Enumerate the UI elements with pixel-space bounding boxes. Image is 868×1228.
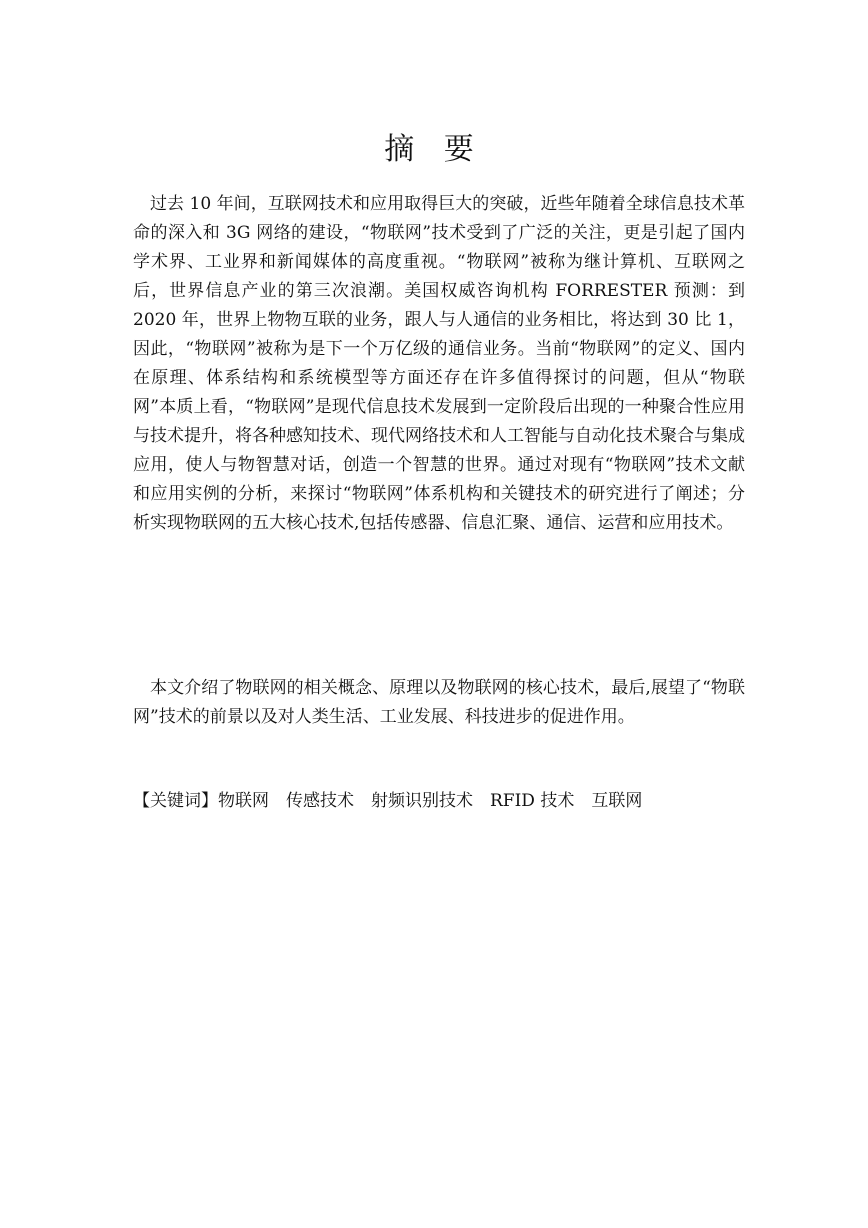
abstract-paragraph-1: 过去 10 年间，互联网技术和应用取得巨大的突破，近些年随着全球信息技术革命的深入和 3G 网络的建设，“物联网”技术受到了广泛的关注，更是引起了国内学术界、工业界和新闻媒体的高度重视。“物联网”被称为继计算机、互联网之后，世界信息产业的第三次浪潮。美国权威咨询机构 FORRESTER 预测：到 2020 年，世界上物物互联的业务，跟人与人通信的业务相比，将达到 30 比 1，因此，“物联网”被称为是下一个万亿级的通信业务。当前“物联网”的定义、国内在原理、体系结构和系统模型等方面还存在许多值得探讨的问题，但从“物联网”本质上看，“物联网”是现代信息技术发展到一定阶段后出现的一种聚合性应用与技术提升，将各种感知技术、现代网络技术和人工智能与自动化技术聚合与集成应用，使人与物智慧对话，创造一个智慧的世界。通过对现有“物联网”技术文献和应用实例的分析，来探讨“物联网”体系机构和关键技术的研究进行了阐述；分析实现物联网的五大核心技术,包括传感器、信息汇聚、通信、运营和应用技术。 (133, 194, 745, 533)
keyword-item: 传感技术 (286, 791, 354, 811)
page-title: 摘 要 (384, 132, 484, 168)
keyword-item: RFID 技术 (490, 791, 575, 811)
keyword-item: 物联网 (218, 791, 269, 811)
keyword-item: 射频识别技术 (371, 791, 473, 811)
abstract-paragraph-2: 本文介绍了物联网的相关概念、原理以及物联网的核心技术，最后,展望了“物联网”技术的前景以及对人类生活、工业发展、科技进步的促进作用。 (133, 678, 745, 727)
keyword-item: 互联网 (591, 791, 643, 811)
keywords-label: 【关键词】 (133, 791, 218, 811)
keywords-line (133, 787, 745, 816)
